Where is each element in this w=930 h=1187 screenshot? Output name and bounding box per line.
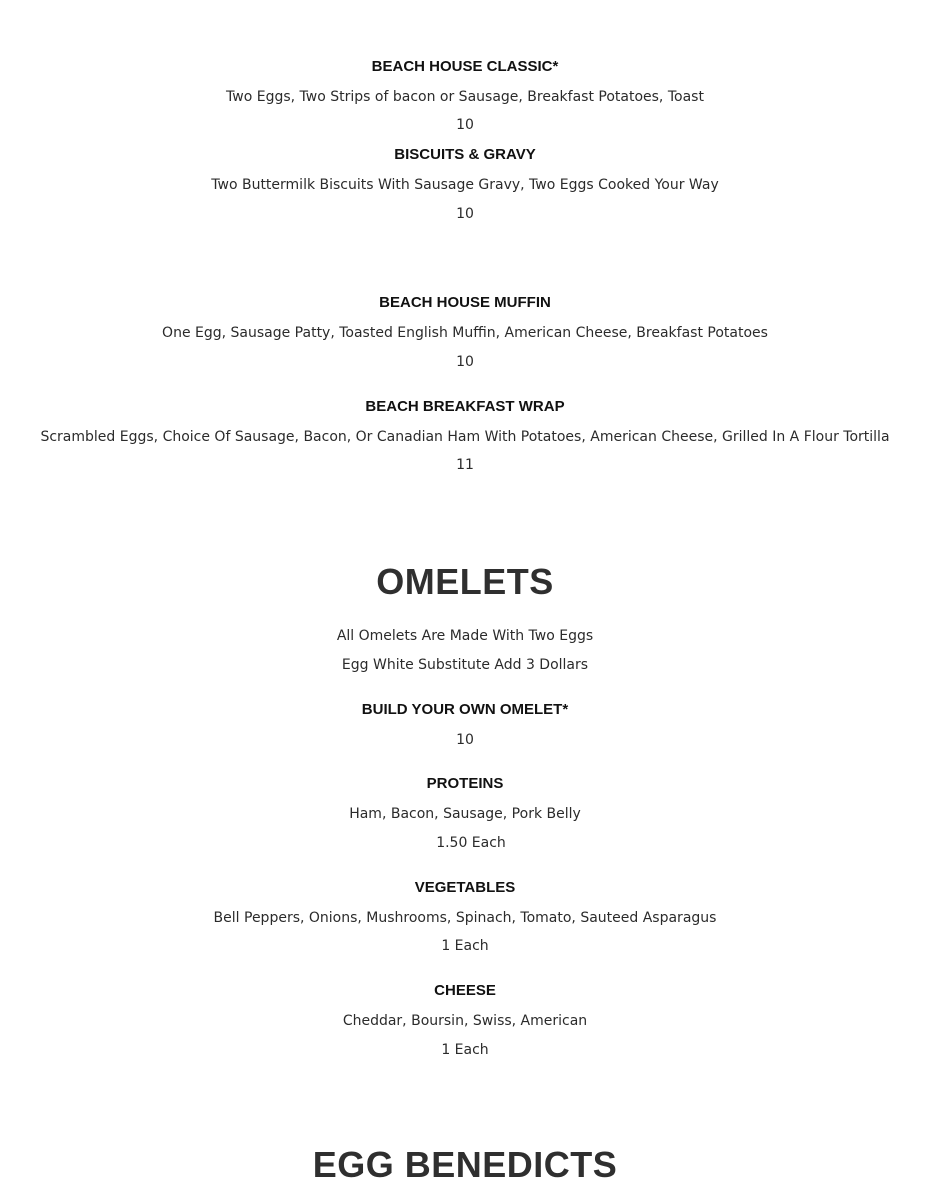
menu-item-price: 11 [456, 457, 474, 473]
menu-item-price: 10 [456, 206, 474, 222]
addon-price: 1.50 Each [436, 835, 506, 851]
menu-item-title: BUILD YOUR OWN OMELET* [361, 701, 569, 718]
addon-description: Ham, Bacon, Sausage, Pork Belly [349, 806, 581, 822]
menu-item-title: BEACH HOUSE MUFFIN [379, 294, 551, 311]
addon-title-vegetables: VEGETABLES [414, 879, 516, 896]
addon-title-proteins: PROTEINS [426, 775, 504, 792]
menu-item-price: 10 [456, 732, 474, 748]
addon-description: Cheddar, Boursin, Swiss, American [342, 1013, 588, 1029]
menu-item-price: 10 [456, 354, 474, 370]
section-heading-egg-benedicts: EGG BENEDICTS [312, 1144, 618, 1185]
menu-item-price: 10 [456, 117, 474, 133]
addon-title-cheese: CHEESE [434, 982, 496, 999]
menu-item-title: BEACH HOUSE CLASSIC* [371, 58, 559, 75]
section-heading-omelets: OMELETS [376, 561, 554, 602]
addon-description: Bell Peppers, Onions, Mushrooms, Spinach, Tomato, Sauteed Asparagus [213, 910, 717, 926]
menu-item-title: BEACH BREAKFAST WRAP [365, 398, 565, 415]
menu-item-description: Two Eggs, Two Strips of bacon or Sausage, Breakfast Potatoes, Toast [226, 89, 704, 105]
section-note: Egg White Substitute Add 3 Dollars [341, 657, 589, 673]
menu-item-description: One Egg, Sausage Patty, Toasted English Muffin, American Cheese, Breakfast Potatoes [162, 325, 768, 341]
menu-item-description: Two Buttermilk Biscuits With Sausage Gravy, Two Eggs Cooked Your Way [211, 177, 719, 193]
menu-item-description: Scrambled Eggs, Choice Of Sausage, Bacon, Or Canadian Ham With Potatoes, American Cheese, Grilled In A Flour Tortilla [40, 429, 890, 445]
section-note: All Omelets Are Made With Two Eggs [336, 628, 594, 644]
addon-price: 1 Each [441, 1042, 489, 1058]
addon-price: 1 Each [441, 938, 489, 954]
menu-item-title: BISCUITS & GRAVY [394, 146, 536, 163]
